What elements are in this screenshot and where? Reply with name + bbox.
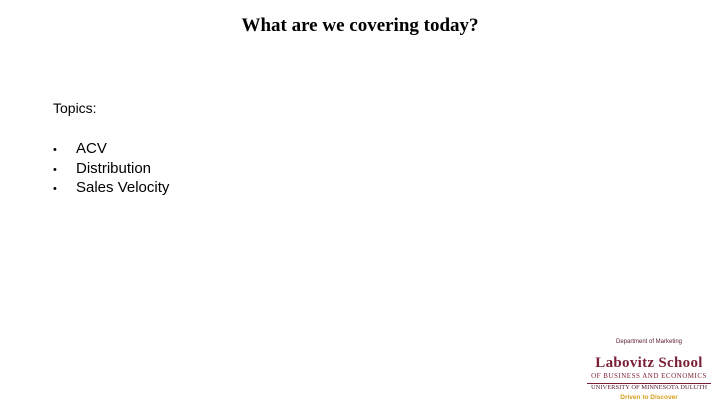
topics-heading: Topics: xyxy=(53,100,97,116)
logo-tagline: Driven to Discover xyxy=(620,394,678,401)
topics-list xyxy=(53,139,169,198)
topic-label: Sales Velocity xyxy=(76,179,170,196)
list-item xyxy=(53,139,169,159)
logo-school-name: Labovitz School xyxy=(595,355,703,371)
logo-business-line: OF BUSINESS AND ECONOMICS xyxy=(591,372,707,380)
logo-department: Department of Marketing xyxy=(615,339,683,345)
topic-label: Distribution xyxy=(76,159,152,177)
bullet-icon: • xyxy=(53,163,57,176)
slide-title: What are we covering today? xyxy=(241,15,479,36)
logo-university: UNIVERSITY OF MINNESOTA DULUTH xyxy=(590,384,708,391)
school-logo xyxy=(584,336,714,404)
bullet-icon: • xyxy=(53,144,57,156)
list-item xyxy=(53,178,169,198)
topic-label: ACV xyxy=(76,140,107,157)
bullet-icon: • xyxy=(53,183,57,195)
list-item xyxy=(53,159,169,179)
